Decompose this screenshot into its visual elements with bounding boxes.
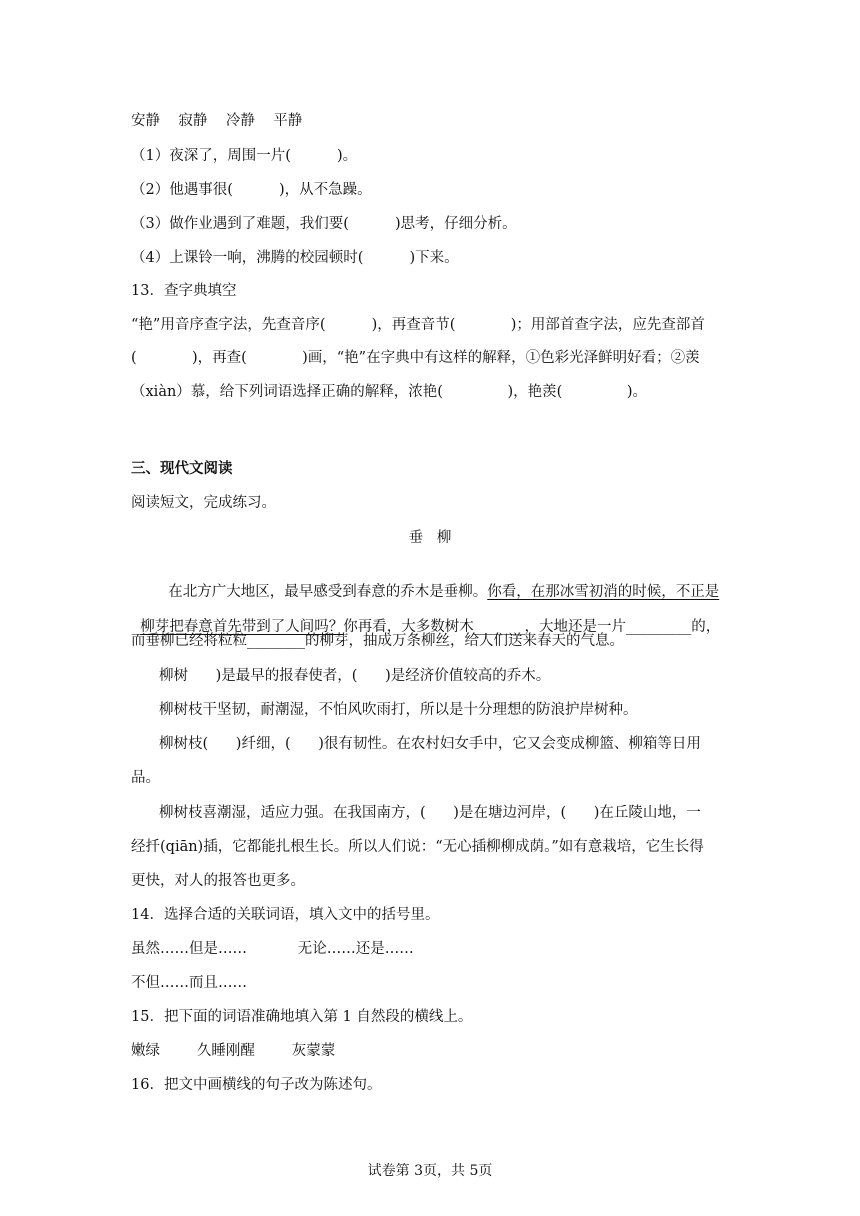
q12-item-1: （1）夜深了，周围一片( )。	[131, 148, 358, 164]
q12-item-3: （3）做作业遇到了难题，我们要( )思考，仔细分析。	[131, 216, 517, 232]
q16-title: 16．把文中画横线的句子改为陈述句。	[131, 1077, 382, 1093]
paragraph-1-line-3: 而垂柳已经将粒粒________的柳芽，抽成万条柳丝，给人们送来春天的气息。	[131, 633, 624, 649]
q12-options: 安静 寂静 冷静 平静	[131, 113, 303, 129]
reading-instruction: 阅读短文，完成练习。	[131, 495, 276, 511]
paragraph-1-blanks: 你再看，大多数树木_______，大地还是一片_________的，	[343, 619, 721, 635]
paragraph-1-plain: 在北方广大地区，最早感受到春意的乔木是垂柳。	[168, 584, 488, 600]
q13-title: 13．查字典填空	[131, 283, 237, 299]
q14-options-2: 不但……而且……	[131, 975, 247, 991]
section-3-title: 三、现代文阅读	[131, 460, 233, 477]
underlined-sentence-part-2: 柳芽把春意首先带到了人间吗？	[140, 619, 344, 635]
paragraph-3: 柳树枝干坚韧，耐潮湿，不怕风吹雨打，所以是十分理想的防浪护岸树种。	[159, 702, 638, 718]
paragraph-4-line-1: 柳树枝( )纤细，( )很有韧性。在农村妇女手中，它又会变成柳篮、柳箱等日用	[159, 736, 701, 752]
paragraph-1-line-1	[159, 562, 719, 602]
page-number: 试卷第 3页，共 5页	[367, 1163, 493, 1179]
paragraph-2: 柳树 )是最早的报春使者，( )是经济价值较高的乔木。	[159, 668, 551, 684]
q14-title: 14．选择合适的关联词语，填入文中的括号里。	[131, 907, 440, 923]
paragraph-5-line-2: 经扦(qiān)插，它都能扎根生长。所以人们说：“无心插柳柳成荫。”如有意栽培，它生长得	[131, 839, 704, 855]
underlined-sentence-part-1: 你看，在那冰雪初消的时候，不正是	[487, 584, 720, 600]
q12-item-4: （4）上课铃一响，沸腾的校园顿时( )下来。	[131, 250, 459, 266]
article-title: 垂 柳	[408, 530, 452, 546]
q15-options: 嫩绿 久睡刚醒 灰蒙蒙	[131, 1043, 336, 1059]
paragraph-5-line-1: 柳树枝喜潮湿，适应力强。在我国南方，( )是在塘边河岸，( )在丘陵山地，一	[159, 805, 701, 821]
q15-title: 15．把下面的词语准确地填入第 1 自然段的横线上。	[131, 1009, 473, 1025]
q14-options-1: 虽然……但是…… 无论……还是……	[131, 941, 414, 957]
q12-item-2: （2）他遇事很( )，从不急躁。	[131, 182, 372, 198]
q13-line-2: ( )，再查( )画，“艳”在字典中有这样的解释，①色彩光泽鲜明好看；②羡	[131, 350, 700, 366]
paragraph-5-line-3: 更快，对人的报答也更多。	[131, 873, 305, 889]
q13-line-3: （xiàn）慕，给下列词语选择正确的解释，浓艳( )，艳羡( )。	[131, 384, 647, 400]
paragraph-4-line-2: 品。	[131, 770, 160, 786]
q13-line-1: “艳”用音序查字法，先查音序( )，再查音节( )；用部首查字法，应先查部首	[131, 317, 705, 333]
